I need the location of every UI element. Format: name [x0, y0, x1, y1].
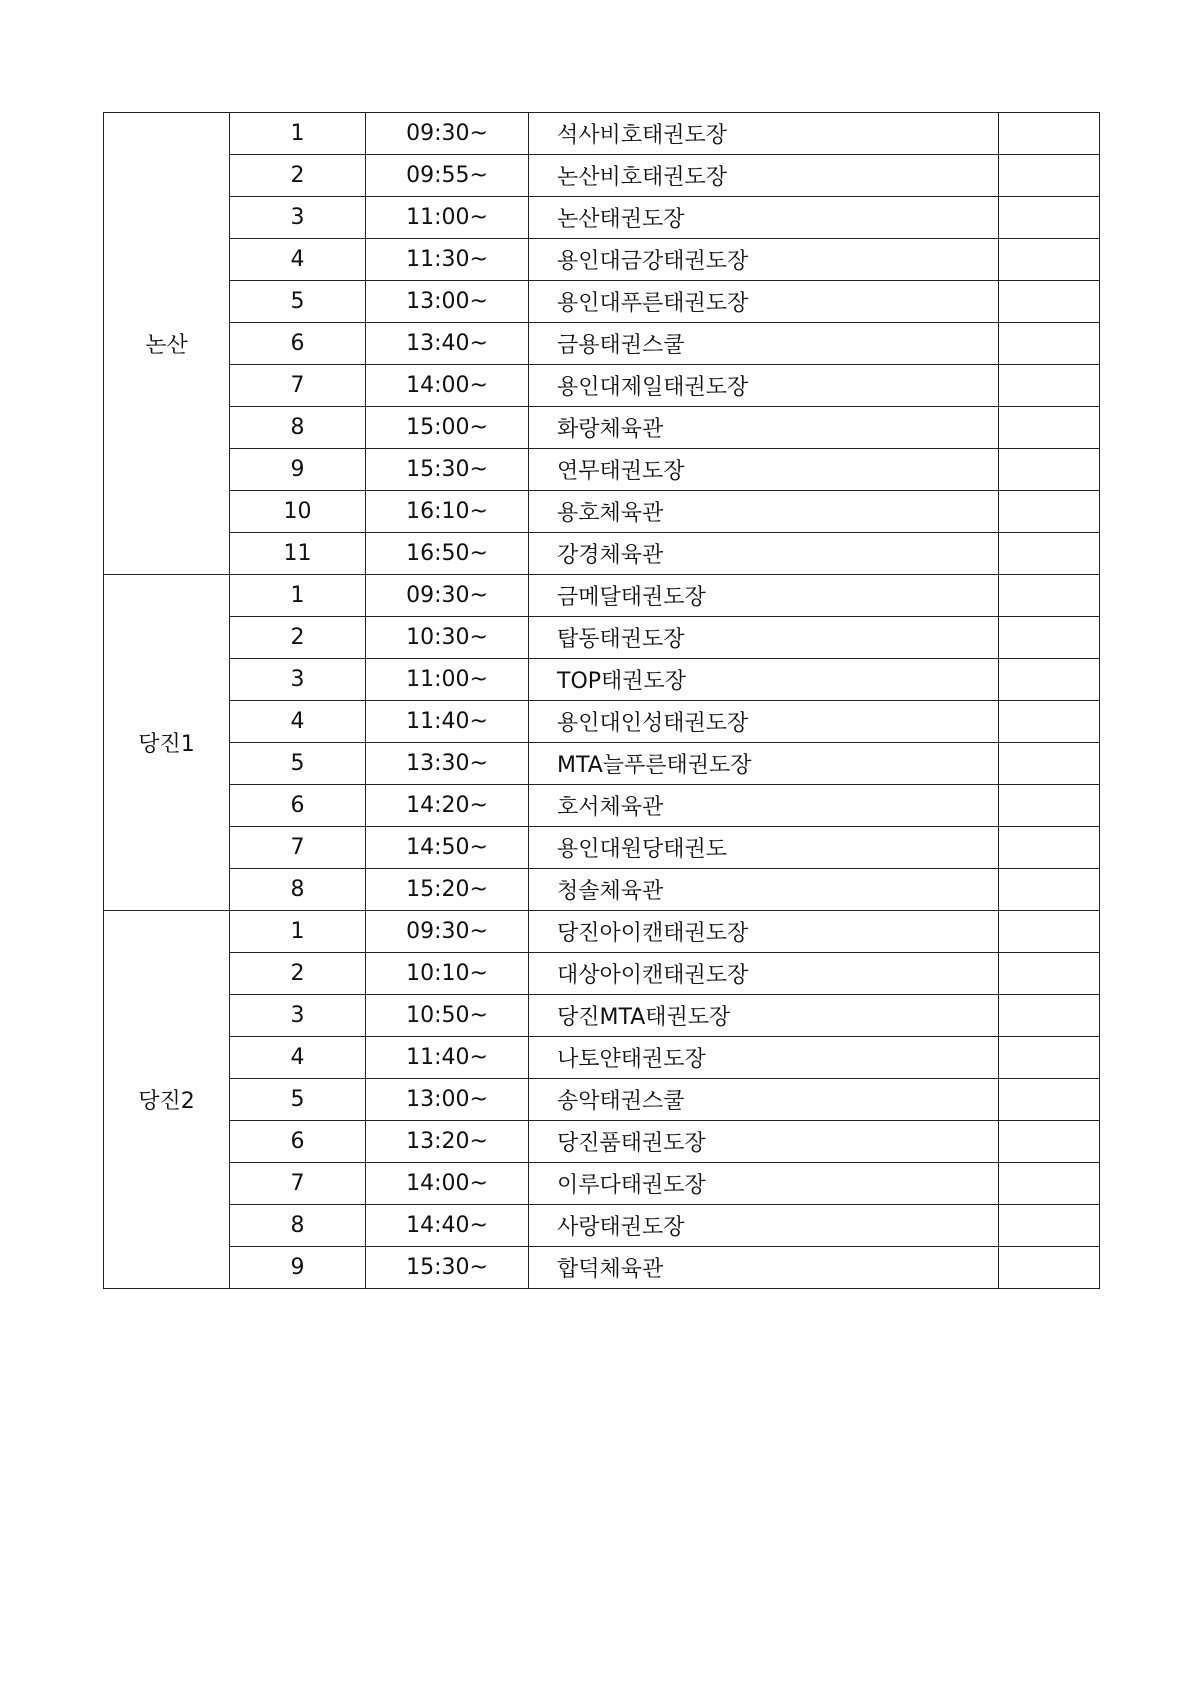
table-row — [104, 155, 1100, 197]
table-row — [104, 617, 1100, 659]
table-row — [104, 1163, 1100, 1205]
venue-cell: 용인대제일태권도장 — [529, 365, 999, 407]
time-cell: 15:30~ — [366, 1247, 529, 1289]
order-number-cell: 10 — [230, 491, 366, 533]
table-row — [104, 995, 1100, 1037]
order-number-cell: 4 — [230, 1037, 366, 1079]
time-cell: 14:00~ — [366, 1163, 529, 1205]
time-cell: 15:30~ — [366, 449, 529, 491]
order-number-cell: 4 — [230, 239, 366, 281]
order-number-cell: 3 — [230, 659, 366, 701]
time-cell: 16:10~ — [366, 491, 529, 533]
venue-cell: 송악태권스쿨 — [529, 1079, 999, 1121]
table-row — [104, 365, 1100, 407]
blank-cell — [999, 827, 1100, 869]
venue-cell: 용인대원당태권도 — [529, 827, 999, 869]
venue-cell: 나토얀태권도장 — [529, 1037, 999, 1079]
blank-cell — [999, 617, 1100, 659]
table-row — [104, 533, 1100, 575]
time-cell: 14:00~ — [366, 365, 529, 407]
schedule-table — [103, 112, 1100, 1289]
table-row — [104, 281, 1100, 323]
blank-cell — [999, 1079, 1100, 1121]
venue-cell: 당진품태권도장 — [529, 1121, 999, 1163]
table-row — [104, 449, 1100, 491]
venue-cell: 금용태권스쿨 — [529, 323, 999, 365]
blank-cell — [999, 365, 1100, 407]
table-row — [104, 1121, 1100, 1163]
venue-cell: 논산태권도장 — [529, 197, 999, 239]
region-cell: 당진2 — [104, 911, 230, 1289]
time-cell: 09:30~ — [366, 575, 529, 617]
table-row — [104, 239, 1100, 281]
order-number-cell: 1 — [230, 113, 366, 155]
venue-cell: 호서체육관 — [529, 785, 999, 827]
time-cell: 09:30~ — [366, 911, 529, 953]
order-number-cell: 6 — [230, 1121, 366, 1163]
time-cell: 13:40~ — [366, 323, 529, 365]
venue-cell: 용인대금강태권도장 — [529, 239, 999, 281]
venue-cell: 화랑체육관 — [529, 407, 999, 449]
table-row — [104, 197, 1100, 239]
order-number-cell: 11 — [230, 533, 366, 575]
table-row — [104, 323, 1100, 365]
time-cell: 11:00~ — [366, 197, 529, 239]
time-cell: 14:40~ — [366, 1205, 529, 1247]
time-cell: 11:30~ — [366, 239, 529, 281]
time-cell: 14:50~ — [366, 827, 529, 869]
order-number-cell: 3 — [230, 995, 366, 1037]
blank-cell — [999, 1205, 1100, 1247]
venue-cell: TOP태권도장 — [529, 659, 999, 701]
blank-cell — [999, 1163, 1100, 1205]
order-number-cell: 1 — [230, 575, 366, 617]
table-row — [104, 491, 1100, 533]
venue-cell: 강경체육관 — [529, 533, 999, 575]
blank-cell — [999, 533, 1100, 575]
blank-cell — [999, 1037, 1100, 1079]
table-row — [104, 911, 1100, 953]
table-row — [104, 869, 1100, 911]
order-number-cell: 9 — [230, 1247, 366, 1289]
order-number-cell: 9 — [230, 449, 366, 491]
time-cell: 13:00~ — [366, 1079, 529, 1121]
venue-cell: 대상아이캔태권도장 — [529, 953, 999, 995]
table-row — [104, 827, 1100, 869]
venue-cell: 석사비호태권도장 — [529, 113, 999, 155]
blank-cell — [999, 785, 1100, 827]
order-number-cell: 5 — [230, 281, 366, 323]
blank-cell — [999, 575, 1100, 617]
venue-cell: 합덕체육관 — [529, 1247, 999, 1289]
time-cell: 15:20~ — [366, 869, 529, 911]
time-cell: 10:10~ — [366, 953, 529, 995]
blank-cell — [999, 701, 1100, 743]
table-row — [104, 407, 1100, 449]
order-number-cell: 6 — [230, 323, 366, 365]
venue-cell: 청솔체육관 — [529, 869, 999, 911]
region-cell: 논산 — [104, 113, 230, 575]
time-cell: 11:40~ — [366, 1037, 529, 1079]
blank-cell — [999, 953, 1100, 995]
blank-cell — [999, 239, 1100, 281]
time-cell: 09:30~ — [366, 113, 529, 155]
venue-cell: 당진아이캔태권도장 — [529, 911, 999, 953]
venue-cell: 당진MTA태권도장 — [529, 995, 999, 1037]
order-number-cell: 8 — [230, 1205, 366, 1247]
table-row — [104, 953, 1100, 995]
blank-cell — [999, 1121, 1100, 1163]
blank-cell — [999, 659, 1100, 701]
table-row — [104, 575, 1100, 617]
order-number-cell: 6 — [230, 785, 366, 827]
time-cell: 13:00~ — [366, 281, 529, 323]
venue-cell: 논산비호태권도장 — [529, 155, 999, 197]
venue-cell: 금메달태권도장 — [529, 575, 999, 617]
order-number-cell: 2 — [230, 155, 366, 197]
table-row — [104, 659, 1100, 701]
order-number-cell: 2 — [230, 953, 366, 995]
time-cell: 14:20~ — [366, 785, 529, 827]
venue-cell: 탑동태권도장 — [529, 617, 999, 659]
time-cell: 13:30~ — [366, 743, 529, 785]
order-number-cell: 7 — [230, 1163, 366, 1205]
time-cell: 09:55~ — [366, 155, 529, 197]
blank-cell — [999, 743, 1100, 785]
blank-cell — [999, 281, 1100, 323]
table-row — [104, 701, 1100, 743]
venue-cell: 이루다태권도장 — [529, 1163, 999, 1205]
time-cell: 11:00~ — [366, 659, 529, 701]
venue-cell: 용인대푸른태권도장 — [529, 281, 999, 323]
table-row — [104, 1079, 1100, 1121]
blank-cell — [999, 407, 1100, 449]
blank-cell — [999, 995, 1100, 1037]
blank-cell — [999, 449, 1100, 491]
order-number-cell: 3 — [230, 197, 366, 239]
table-row — [104, 1247, 1100, 1289]
time-cell: 11:40~ — [366, 701, 529, 743]
order-number-cell: 8 — [230, 407, 366, 449]
venue-cell: 용호체육관 — [529, 491, 999, 533]
blank-cell — [999, 911, 1100, 953]
blank-cell — [999, 869, 1100, 911]
order-number-cell: 8 — [230, 869, 366, 911]
order-number-cell: 4 — [230, 701, 366, 743]
table-row — [104, 1037, 1100, 1079]
venue-cell: 사랑태권도장 — [529, 1205, 999, 1247]
order-number-cell: 5 — [230, 743, 366, 785]
order-number-cell: 7 — [230, 827, 366, 869]
blank-cell — [999, 197, 1100, 239]
time-cell: 15:00~ — [366, 407, 529, 449]
time-cell: 10:50~ — [366, 995, 529, 1037]
order-number-cell: 1 — [230, 911, 366, 953]
schedule-body — [104, 113, 1100, 1289]
order-number-cell: 2 — [230, 617, 366, 659]
venue-cell: 연무태권도장 — [529, 449, 999, 491]
venue-cell: 용인대인성태권도장 — [529, 701, 999, 743]
time-cell: 10:30~ — [366, 617, 529, 659]
blank-cell — [999, 113, 1100, 155]
blank-cell — [999, 491, 1100, 533]
blank-cell — [999, 323, 1100, 365]
table-row — [104, 1205, 1100, 1247]
venue-cell: MTA늘푸른태권도장 — [529, 743, 999, 785]
time-cell: 16:50~ — [366, 533, 529, 575]
region-cell: 당진1 — [104, 575, 230, 911]
table-row — [104, 785, 1100, 827]
order-number-cell: 7 — [230, 365, 366, 407]
blank-cell — [999, 1247, 1100, 1289]
table-row — [104, 743, 1100, 785]
time-cell: 13:20~ — [366, 1121, 529, 1163]
order-number-cell: 5 — [230, 1079, 366, 1121]
table-row — [104, 113, 1100, 155]
blank-cell — [999, 155, 1100, 197]
